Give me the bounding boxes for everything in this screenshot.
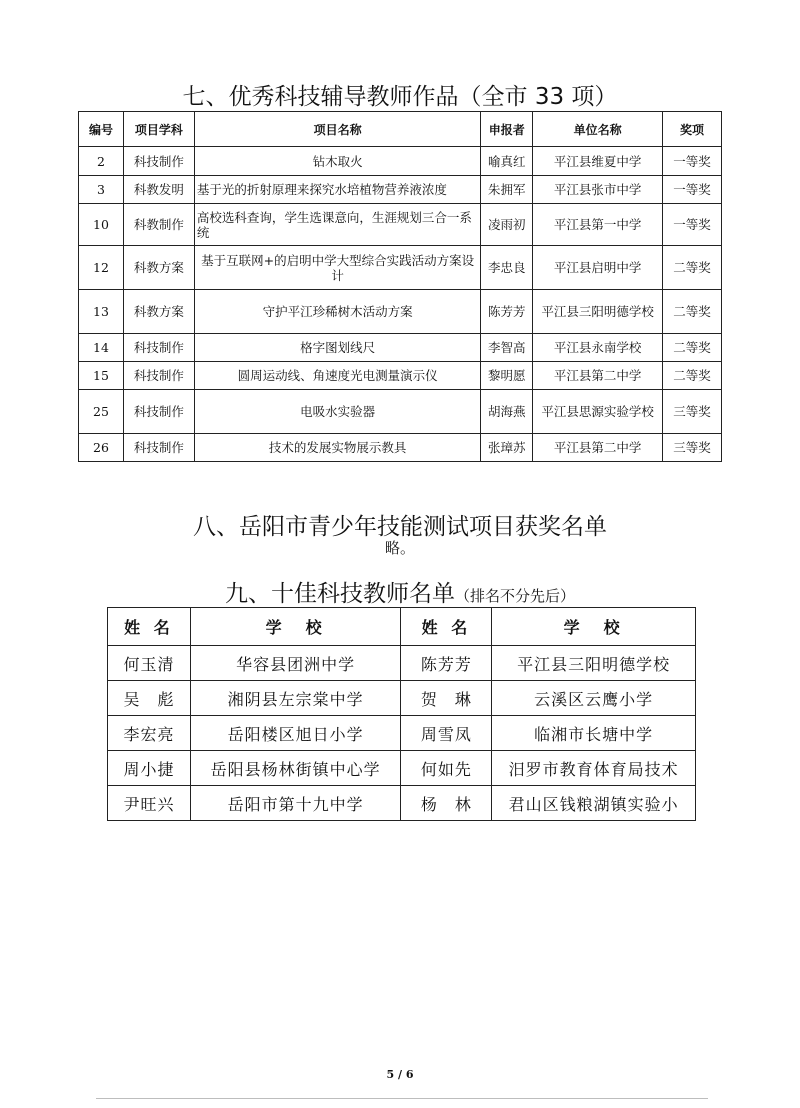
- table-row: [79, 362, 722, 390]
- cell-project-name: 钻木取火: [194, 147, 481, 176]
- cell-school: 岳阳县杨林街镇中心学: [190, 751, 401, 786]
- table-header-row: [79, 112, 722, 147]
- column-header: 学 校: [190, 608, 401, 646]
- section-9-title-text: 九、十佳科技教师名单: [224, 581, 455, 607]
- cell-teacher-name: 周小捷: [108, 751, 191, 786]
- cell-applicant: 喻真红: [481, 147, 533, 176]
- table-row: [108, 716, 696, 751]
- cell-award: 二等奖: [663, 362, 722, 390]
- table-row: [79, 176, 722, 204]
- cell-unit: 平江县思源实验学校: [533, 390, 663, 434]
- cell-number: 3: [79, 176, 124, 204]
- cell-teacher-name: 何如先: [401, 751, 492, 786]
- cell-number: 15: [79, 362, 124, 390]
- table-row: [79, 434, 722, 462]
- cell-unit: 平江县启明中学: [533, 246, 663, 290]
- cell-subject: 科技制作: [123, 147, 194, 176]
- cell-applicant: 黎明愿: [481, 362, 533, 390]
- section-9-title: [0, 575, 800, 608]
- column-header: 申报者: [481, 112, 533, 147]
- table-row: [108, 646, 696, 681]
- cell-school: 岳阳市第十九中学: [190, 786, 401, 821]
- cell-applicant: 张璋苏: [481, 434, 533, 462]
- column-header: 项目名称: [194, 112, 481, 147]
- cell-number: 25: [79, 390, 124, 434]
- cell-project-name: 圆周运动线、角速度光电测量演示仪: [194, 362, 481, 390]
- cell-teacher-name: 贺 琳: [401, 681, 492, 716]
- teacher-works-table: [78, 111, 722, 462]
- cell-teacher-name: 尹旺兴: [108, 786, 191, 821]
- cell-number: 13: [79, 290, 124, 334]
- cell-applicant: 凌雨初: [481, 204, 533, 246]
- cell-school: 云溪区云鹰小学: [492, 681, 696, 716]
- cell-project-name: 技术的发展实物展示教具: [194, 434, 481, 462]
- cell-applicant: 胡海燕: [481, 390, 533, 434]
- cell-subject: 科技制作: [123, 334, 194, 362]
- cell-number: 2: [79, 147, 124, 176]
- cell-award: 三等奖: [663, 390, 722, 434]
- cell-award: 一等奖: [663, 176, 722, 204]
- footer-divider: [96, 1098, 708, 1099]
- cell-teacher-name: 杨 林: [401, 786, 492, 821]
- cell-school: 君山区钱粮湖镇实验小: [492, 786, 696, 821]
- cell-award: 三等奖: [663, 434, 722, 462]
- cell-applicant: 陈芳芳: [481, 290, 533, 334]
- cell-project-name: 基于互联网+的启明中学大型综合实践活动方案设计: [194, 246, 481, 290]
- cell-applicant: 朱拥军: [481, 176, 533, 204]
- cell-number: 10: [79, 204, 124, 246]
- table-row: [108, 681, 696, 716]
- cell-subject: 科技制作: [123, 434, 194, 462]
- cell-project-name: 电吸水实验器: [194, 390, 481, 434]
- cell-applicant: 李忠良: [481, 246, 533, 290]
- column-header: 编号: [79, 112, 124, 147]
- cell-unit: 平江县张市中学: [533, 176, 663, 204]
- section-8-note: 略。: [384, 539, 415, 557]
- cell-award: 二等奖: [663, 246, 722, 290]
- cell-school: 临湘市长塘中学: [492, 716, 696, 751]
- cell-subject: 科技制作: [123, 390, 194, 434]
- cell-project-name: 基于光的折射原理来探究水培植物营养液浓度: [194, 176, 481, 204]
- cell-subject: 科教方案: [123, 246, 194, 290]
- cell-project-name: 高校选科查询，学生选课意向，生涯规划三合一系统: [194, 204, 481, 246]
- cell-teacher-name: 李宏亮: [108, 716, 191, 751]
- cell-applicant: 李智高: [481, 334, 533, 362]
- cell-unit: 平江县第一中学: [533, 204, 663, 246]
- cell-award: 二等奖: [663, 334, 722, 362]
- section-8-title: 八、岳阳市青少年技能测试项目获奖名单: [193, 514, 607, 540]
- table-row: [108, 786, 696, 821]
- cell-school: 华容县团洲中学: [190, 646, 401, 681]
- cell-unit: 平江县三阳明德学校: [533, 290, 663, 334]
- table-row: [79, 290, 722, 334]
- cell-unit: 平江县维夏中学: [533, 147, 663, 176]
- cell-award: 一等奖: [663, 204, 722, 246]
- cell-teacher-name: 吴 彪: [108, 681, 191, 716]
- cell-teacher-name: 陈芳芳: [401, 646, 492, 681]
- cell-unit: 平江县永南学校: [533, 334, 663, 362]
- cell-unit: 平江县第二中学: [533, 362, 663, 390]
- cell-school: 平江县三阳明德学校: [492, 646, 696, 681]
- column-header: 奖项: [663, 112, 722, 147]
- cell-subject: 科教发明: [123, 176, 194, 204]
- table-row: [108, 751, 696, 786]
- table-row: [79, 204, 722, 246]
- cell-school: 岳阳楼区旭日小学: [190, 716, 401, 751]
- table-row: [79, 390, 722, 434]
- cell-school: 湘阴县左宗棠中学: [190, 681, 401, 716]
- cell-project-name: 格字图划线尺: [194, 334, 481, 362]
- cell-subject: 科教制作: [123, 204, 194, 246]
- cell-number: 26: [79, 434, 124, 462]
- cell-award: 二等奖: [663, 290, 722, 334]
- cell-award: 一等奖: [663, 147, 722, 176]
- column-header: 单位名称: [533, 112, 663, 147]
- column-header: 姓 名: [108, 608, 191, 646]
- cell-teacher-name: 周雪凤: [401, 716, 492, 751]
- cell-school: 汨罗市教育体育局技术: [492, 751, 696, 786]
- column-header: 项目学科: [123, 112, 194, 147]
- table-header-row: [108, 608, 696, 646]
- cell-number: 14: [79, 334, 124, 362]
- cell-unit: 平江县第二中学: [533, 434, 663, 462]
- column-header: 学 校: [492, 608, 696, 646]
- column-header: 姓 名: [401, 608, 492, 646]
- cell-subject: 科教方案: [123, 290, 194, 334]
- cell-teacher-name: 何玉清: [108, 646, 191, 681]
- page-number: 5 / 6: [386, 1068, 414, 1081]
- table-row: [79, 334, 722, 362]
- section-9-subtitle: （排名不分先后）: [454, 587, 575, 605]
- top-ten-teachers-table: [107, 607, 696, 821]
- cell-subject: 科技制作: [123, 362, 194, 390]
- table-row: [79, 147, 722, 176]
- cell-number: 12: [79, 246, 124, 290]
- section-7-title: 七、优秀科技辅导教师作品（全市 33 项）: [182, 84, 618, 110]
- table-row: [79, 246, 722, 290]
- cell-project-name: 守护平江珍稀树木活动方案: [194, 290, 481, 334]
